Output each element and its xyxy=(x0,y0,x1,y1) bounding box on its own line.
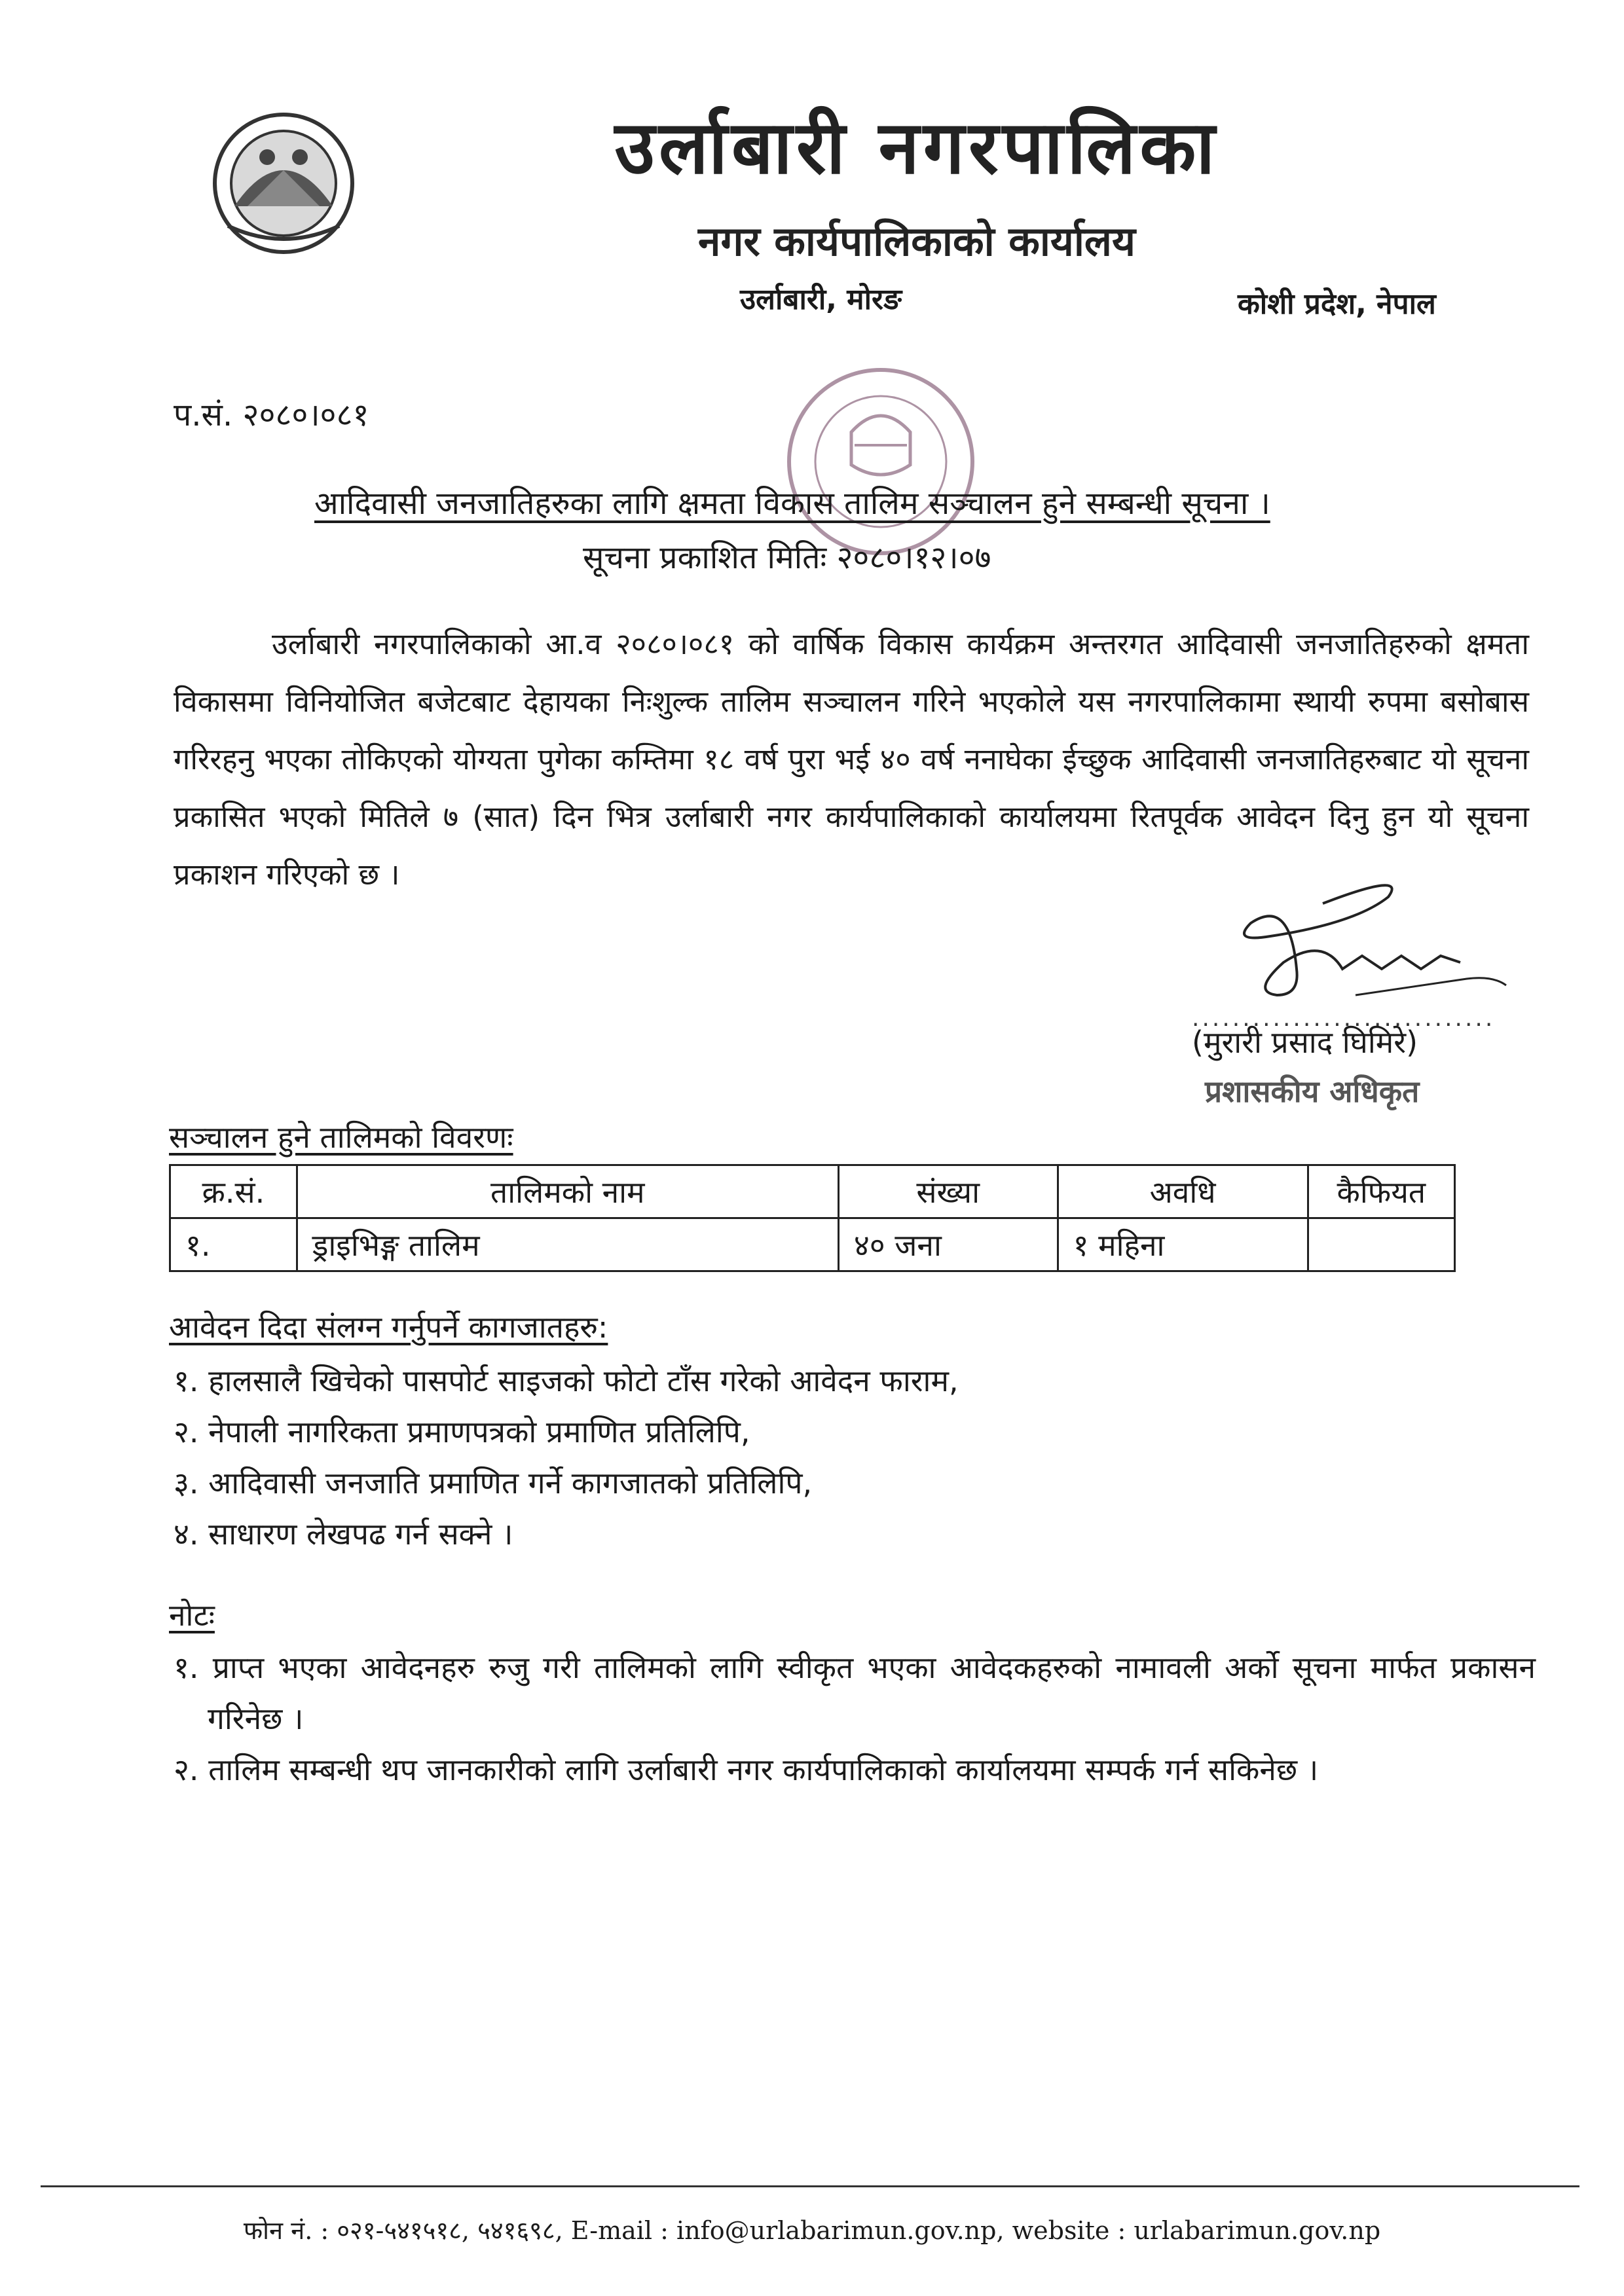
list-item: ४. साधारण लेखपढ गर्न सक्ने । xyxy=(174,1516,513,1552)
reference-number: प.सं. २०८०।०८१ xyxy=(174,397,369,433)
list-item: १. हालसालै खिचेको पासपोर्ट साइजको फोटो टाँस गरेको आवेदन फाराम, xyxy=(174,1363,959,1398)
documents-list xyxy=(174,1355,1549,1559)
signatory-name: (मुरारी प्रसाद घिमिरे) xyxy=(1192,1025,1418,1060)
table-cell: १. xyxy=(170,1218,297,1271)
documents-heading: आवेदन दिदा संलग्न गर्नुपर्ने कागजातहरु: xyxy=(169,1309,608,1345)
table-cell: १ महिना xyxy=(1058,1218,1308,1271)
column-header: कैफियत xyxy=(1308,1165,1454,1218)
signatory-title: प्रशासकीय अधिकृत xyxy=(1205,1074,1420,1109)
training-table xyxy=(169,1164,1456,1272)
notes-heading: नोटः xyxy=(169,1597,215,1633)
column-header: संख्या xyxy=(838,1165,1058,1218)
government-emblem-icon xyxy=(208,108,359,259)
address-right: कोशी प्रदेश, नेपाल xyxy=(1238,287,1436,321)
table-cell xyxy=(1308,1218,1454,1271)
table-header-row xyxy=(170,1165,1455,1218)
footer-divider xyxy=(41,2185,1579,2187)
list-item: २. तालिम सम्बन्धी थप जानकारीको लागि उर्लाबारी नगर कार्यपालिकाको कार्यालयमा सम्पर्क गर्न सकिनेछ । xyxy=(174,1752,1319,1787)
footer-contact: फोन नं. : ०२१-५४१५१८, ५४१६९८, E-mail : info@urlabarimun.gov.np, website : urlabarimun.gov.np xyxy=(243,2216,1381,2245)
list-item: १. प्राप्त भएका आवेदनहरु रुजु गरी तालिमको लागि स्वीकृत भएका आवेदकहरुको नामावली अर्को सूचना मार्फत प्रकासन गरिनेछ । xyxy=(174,1650,1536,1736)
office-subtitle: नगर कार्यपालिकाको कार्यालय xyxy=(698,217,1135,265)
table-row xyxy=(170,1218,1455,1271)
table-cell: ४० जना xyxy=(838,1218,1058,1271)
signature-line: .............................. xyxy=(1192,1005,1496,1032)
published-date: सूचना प्रकाशित मितिः २०८०।१२।०७ xyxy=(583,539,991,576)
column-header: अवधि xyxy=(1058,1165,1308,1218)
list-item: ३. आदिवासी जनजाति प्रमाणित गर्ने कागजातको प्रतिलिपि, xyxy=(174,1465,813,1501)
notice-subject: आदिवासी जनजातिहरुका लागि क्षमता विकास तालिम सञ्चालन हुने सम्बन्धी सूचना । xyxy=(314,485,1270,522)
table-cell: ड्राइभिङ्ग तालिम xyxy=(297,1218,838,1271)
notice-body: उर्लाबारी नगरपालिकाको आ.व २०८०।०८१ को वार्षिक विकास कार्यक्रम अन्तरगत आदिवासी जनजातिहरुको क्षमता विकासमा विनियोजित बजेटबाट देहायका निःशुल्क तालिम सञ्चालन गरिने भएकोले यस नगरपालिकामा स्थायी रुपमा बसोबास गरिरहनु भएका तोकिएको योग्यता पुगेका कम्तिमा १८ वर्ष पुरा भई ४० वर्ष ननाघेका ईच्छुक आदिवासी जनजातिहरुबाट यो सूचना प्रकासित भएको मितिले ७ (सात) दिन भित्र उर्लाबारी नगर कार्यपालिकाको कार्यालयमा रितपूर्वक आवेदन दिनु हुन यो सूचना प्रकाशन गरिएको छ । xyxy=(174,627,1529,892)
address-left: उर्लाबारी, मोरङ xyxy=(740,283,902,316)
municipality-title: उर्लाबारी नगरपालिका xyxy=(614,105,1219,191)
list-item: २. नेपाली नागरिकता प्रमाणपत्रको प्रमाणित प्रतिलिपि, xyxy=(174,1414,750,1449)
training-heading: सञ्चालन हुने तालिमको विवरणः xyxy=(169,1120,513,1155)
column-header: तालिमको नाम xyxy=(297,1165,838,1218)
notes-list xyxy=(174,1642,1536,1795)
column-header: क्र.सं. xyxy=(170,1165,297,1218)
